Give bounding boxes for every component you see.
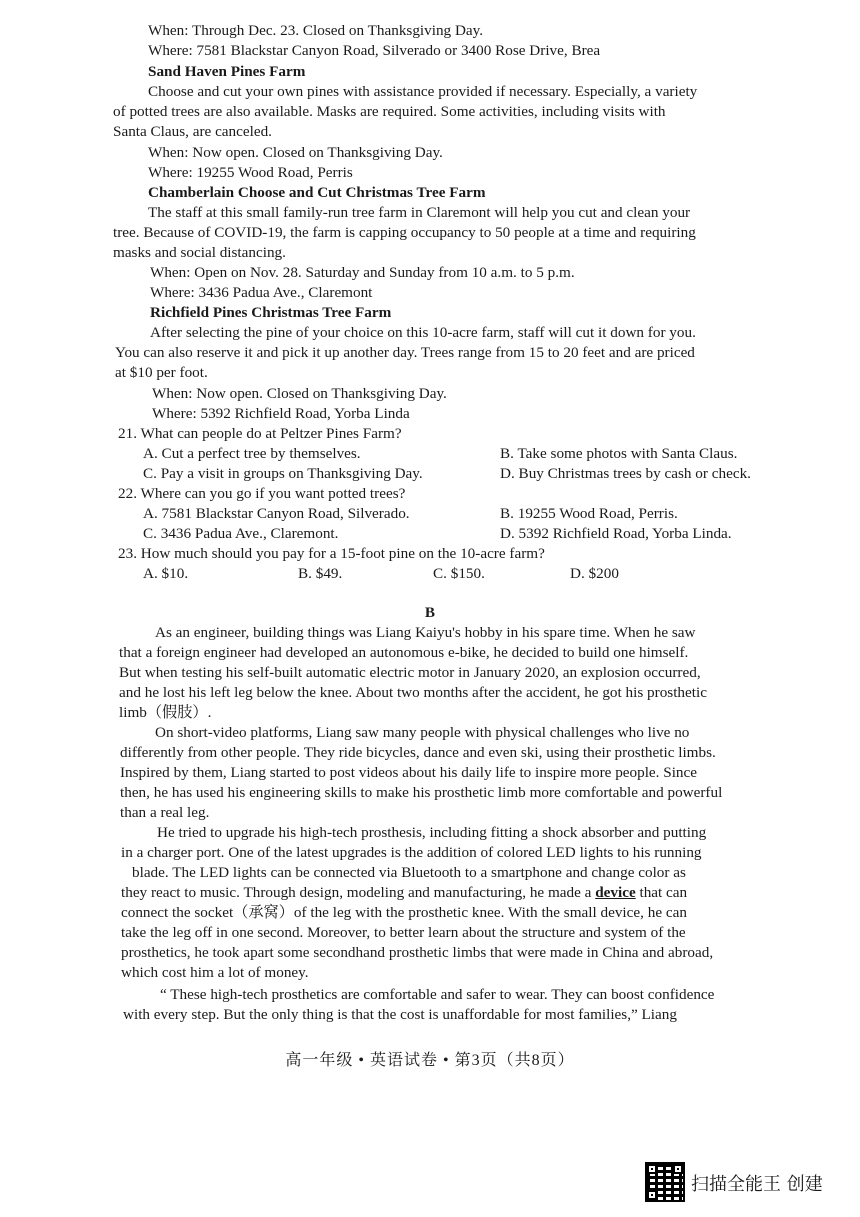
sand-haven-where: Where: 19255 Wood Road, Perris: [148, 164, 353, 181]
chamberlain-when: When: Open on Nov. 28. Saturday and Sunday from 10 a.m. to 5 p.m.: [150, 264, 575, 281]
option-23a: A. $10.: [143, 565, 189, 582]
qr-code-icon: [645, 1162, 685, 1202]
sand-haven-text: Santa Claus, are canceled.: [113, 123, 272, 140]
richfield-text: at $10 per foot.: [115, 364, 208, 381]
passage-b-text: and he lost his left leg below the knee. About two months after the accident, he got his prosthetic: [119, 684, 707, 701]
passage-b-text: But when testing his self-built automatic electric motor in January 2020, an explosion occurred,: [119, 664, 701, 681]
passage-b-text: they react to music. Through design, modeling and manufacturing, he made a: [121, 884, 596, 901]
sand-haven-title: Sand Haven Pines Farm: [148, 63, 306, 80]
passage-b-text: take the leg off in one second. Moreover, to better learn about the structure and system of the: [121, 924, 686, 941]
option-21d: D. Buy Christmas trees by cash or check.: [500, 465, 751, 482]
passage-b-text: that can: [635, 884, 688, 901]
richfield-title: Richfield Pines Christmas Tree Farm: [150, 304, 392, 321]
option-21a: A. Cut a perfect tree by themselves.: [143, 445, 361, 462]
option-21c: C. Pay a visit in groups on Thanksgiving Day.: [143, 465, 423, 482]
passage-b-text: limb（假肢）.: [119, 704, 212, 721]
passage-b-text: which cost him a lot of money.: [121, 964, 309, 981]
richfield-text: You can also reserve it and pick it up another day. Trees range from 15 to 20 feet and are priced: [115, 344, 695, 361]
passage-b-text: with every step. But the only thing is that the cost is unaffordable for most families,” Liang: [123, 1006, 677, 1023]
chamberlain-text: masks and social distancing.: [113, 244, 286, 261]
chamberlain-text: tree. Because of COVID-19, the farm is capping occupancy to 50 people at a time and requiring: [113, 224, 696, 241]
section-heading: B: [424, 604, 436, 621]
chamberlain-title: Chamberlain Choose and Cut Christmas Tree Farm: [148, 184, 486, 201]
question-23: 23. How much should you pay for a 15-foot pine on the 10-acre farm?: [118, 545, 545, 562]
passage-b-text: in a charger port. One of the latest upgrades is the addition of colored LED lights to his running: [121, 844, 702, 861]
sand-haven-text: Choose and cut your own pines with assistance provided if necessary. Especially, a variety: [148, 83, 698, 100]
richfield-text: After selecting the pine of your choice on this 10-acre farm, staff will cut it down for you.: [150, 324, 696, 341]
scanner-watermark: 扫描全能王 创建: [691, 1174, 823, 1195]
passage-b-text-device-line: [121, 883, 687, 902]
passage-b-text: As an engineer, building things was Liang Kaiyu's hobby in his spare time. When he saw: [155, 624, 696, 641]
passage-b-text: On short-video platforms, Liang saw many people with physical challenges who live no: [155, 724, 690, 741]
option-22b: B. 19255 Wood Road, Perris.: [500, 505, 678, 522]
underlined-word-device: device: [595, 884, 636, 901]
passage-b-text: than a real leg.: [120, 804, 210, 821]
passage-b-text: blade. The LED lights can be connected via Bluetooth to a smartphone and change color as: [132, 864, 686, 881]
option-22c: C. 3436 Padua Ave., Claremont.: [143, 525, 339, 542]
passage-b-text: “ These high-tech prosthetics are comfortable and safer to wear. They can boost confidence: [160, 986, 715, 1003]
passage-b-text: He tried to upgrade his high-tech prosthesis, including fitting a shock absorber and putting: [157, 824, 707, 841]
sand-haven-text: of potted trees are also available. Masks are required. Some activities, including visits with: [113, 103, 666, 120]
passage-b-text: differently from other people. They ride bicycles, dance and even ski, using their prosthetic limbs.: [120, 744, 716, 761]
question-21: 21. What can people do at Peltzer Pines Farm?: [118, 425, 402, 442]
richfield-where: Where: 5392 Richfield Road, Yorba Linda: [152, 405, 410, 422]
question-22: 22. Where can you go if you want potted trees?: [118, 485, 406, 502]
option-22a: A. 7581 Blackstar Canyon Road, Silverado.: [143, 505, 410, 522]
sand-haven-when: When: Now open. Closed on Thanksgiving Day.: [148, 144, 443, 161]
passage-b-text: then, he has used his engineering skills to make his prosthetic limb more comfortable and powerful: [120, 784, 723, 801]
passage-b-text: that a foreign engineer had developed an autonomous e-bike, he decided to build one himself.: [119, 644, 689, 661]
option-23d: D. $200: [570, 565, 619, 582]
option-23b: B. $49.: [298, 565, 343, 582]
chamberlain-where: Where: 3436 Padua Ave., Claremont: [150, 284, 373, 301]
option-22d: D. 5392 Richfield Road, Yorba Linda.: [500, 525, 732, 542]
option-23c: C. $150.: [433, 565, 485, 582]
richfield-when: When: Now open. Closed on Thanksgiving Day.: [152, 385, 447, 402]
peltzer-when: When: Through Dec. 23. Closed on Thanksgiving Day.: [148, 22, 484, 39]
peltzer-where: Where: 7581 Blackstar Canyon Road, Silverado or 3400 Rose Drive, Brea: [148, 42, 601, 59]
passage-b-text: prosthetics, he took apart some secondhand prosthetic limbs that were made in China and abroad,: [121, 944, 714, 961]
chamberlain-text: The staff at this small family-run tree farm in Claremont will help you cut and clean your: [148, 204, 691, 221]
passage-b-text: Inspired by them, Liang started to post videos about his daily life to inspire more people. Since: [120, 764, 698, 781]
page-footer: 高一年级 • 英语试卷 • 第3页（共8页）: [285, 1052, 575, 1069]
option-21b: B. Take some photos with Santa Claus.: [500, 445, 738, 462]
passage-b-text: connect the socket（承窝）of the leg with the prosthetic knee. With the small device, he can: [121, 904, 687, 921]
